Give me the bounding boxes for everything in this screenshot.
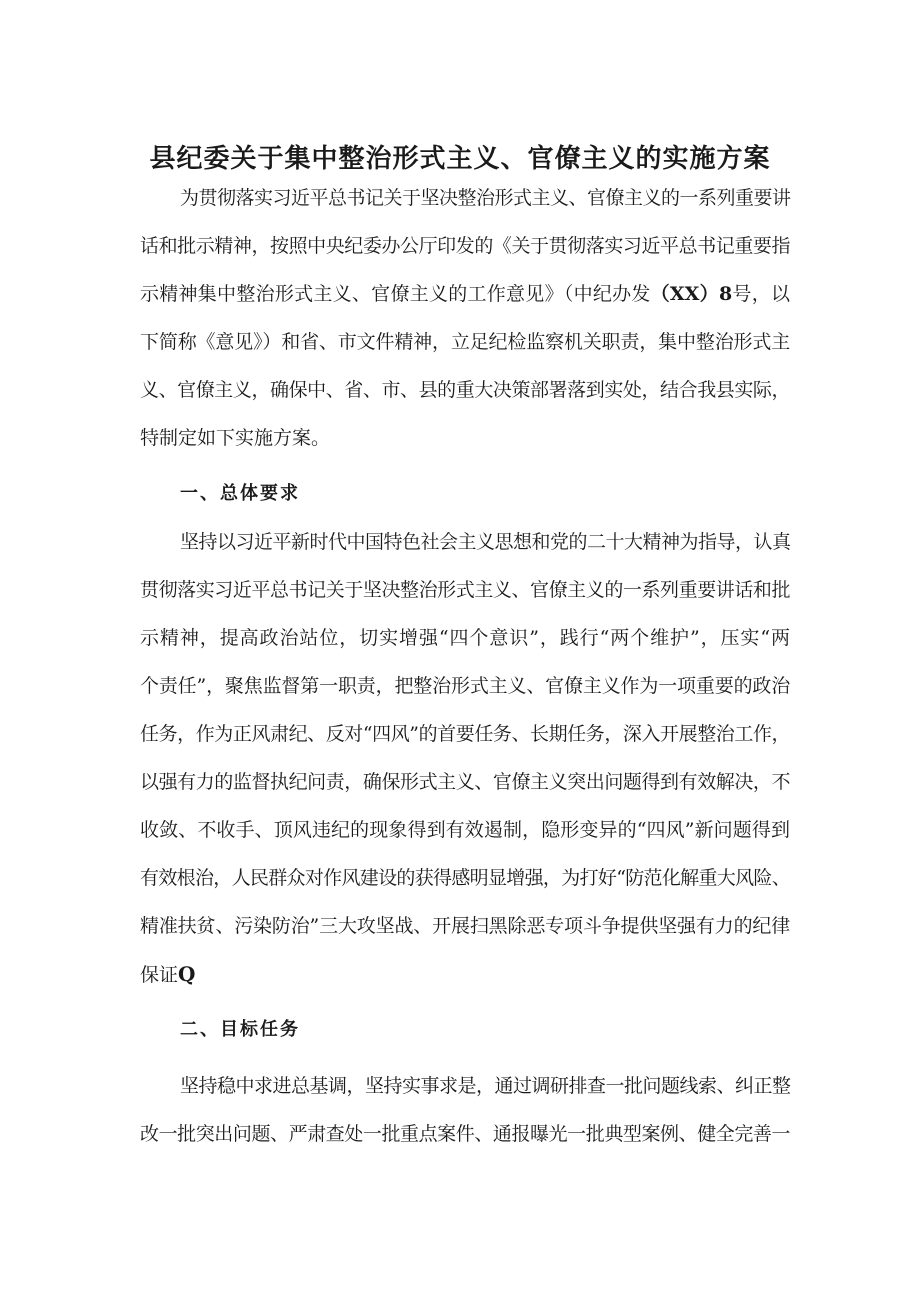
section1-line-3: 示精神，提高政治站位，切实增强“四个意识”，践行“两个维护”，压实“两 (140, 627, 790, 649)
section1-line-7: 收敛、不收手、顶风违纪的现象得到有效遏制，隐形变异的“四风”新问题得到 (140, 819, 790, 841)
section1-line-6: 以强有力的监督执纪问责，确保形式主义、官僚主义突出问题得到有效解决，不 (140, 771, 790, 793)
section1-line-9: 精准扶贫、污染防治”三大攻坚战、开展扫黑除恶专项斗争提供坚强有力的纪律 (140, 915, 790, 937)
section1-line-2: 贯彻落实习近平总书记关于坚决整治形式主义、官僚主义的一系列重要讲话和批 (140, 579, 790, 601)
section1-line-10 (140, 962, 790, 987)
section2-line-2: 改一批突出问题、严肃查处一批重点案件、通报曝光一批典型案例、健全完善一 (140, 1123, 790, 1145)
intro-line-6: 特制定如下实施方案。 (140, 427, 331, 449)
section1-line-1: 坚持以习近平新时代中国特色社会主义思想和党的二十大精神为指导，认真 (180, 531, 791, 553)
section-heading-target-tasks: 二、目标任务 (180, 1019, 300, 1040)
stray-character: Q (178, 962, 196, 986)
section-heading-overall-requirements: 一、总体要求 (180, 483, 300, 504)
intro-line-1: 为贯彻落实习近平总书记关于坚决整治形式主义、官僚主义的一系列重要讲 (180, 187, 791, 209)
intro-line-2: 话和批示精神，按照中央纪委办公厅印发的《关于贯彻落实习近平总书记重要指 (140, 235, 790, 257)
intro-line-4: 下简称《意见》）和省、市文件精神，立足纪检监察机关职责，集中整治形式主 (140, 331, 790, 353)
intro-line-3-text: 示精神集中整治形式主义、官僚主义的工作意见》（中纪办发 (140, 283, 651, 305)
section1-line-5: 任务，作为正风肃纪、反对“四风”的首要任务、长期任务，深入开展整治工作， (140, 723, 790, 745)
document-title: 县纪委关于集中整治形式主义、官僚主义的实施方案 (149, 144, 771, 174)
intro-line-5: 义、官僚主义，确保中、省、市、县的重大决策部署落到实处，结合我县实际， (140, 379, 790, 401)
section1-line-4: 个责任”，聚焦监督第一职责，把整治形式主义、官僚主义作为一项重要的政治 (140, 675, 790, 697)
intro-line-3 (140, 282, 790, 306)
document-number: （XX）8 (650, 283, 733, 305)
intro-line-3-tail: 号，以 (732, 283, 790, 305)
section1-line-10-text: 保证 (140, 964, 179, 986)
section2-line-1: 坚持稳中求进总基调，坚持实事求是，通过调研排查一批问题线索、纠正整 (180, 1075, 791, 1097)
section1-line-8: 有效根治，人民群众对作风建设的获得感明显增强，为打好“防范化解重大风险、 (140, 867, 790, 889)
